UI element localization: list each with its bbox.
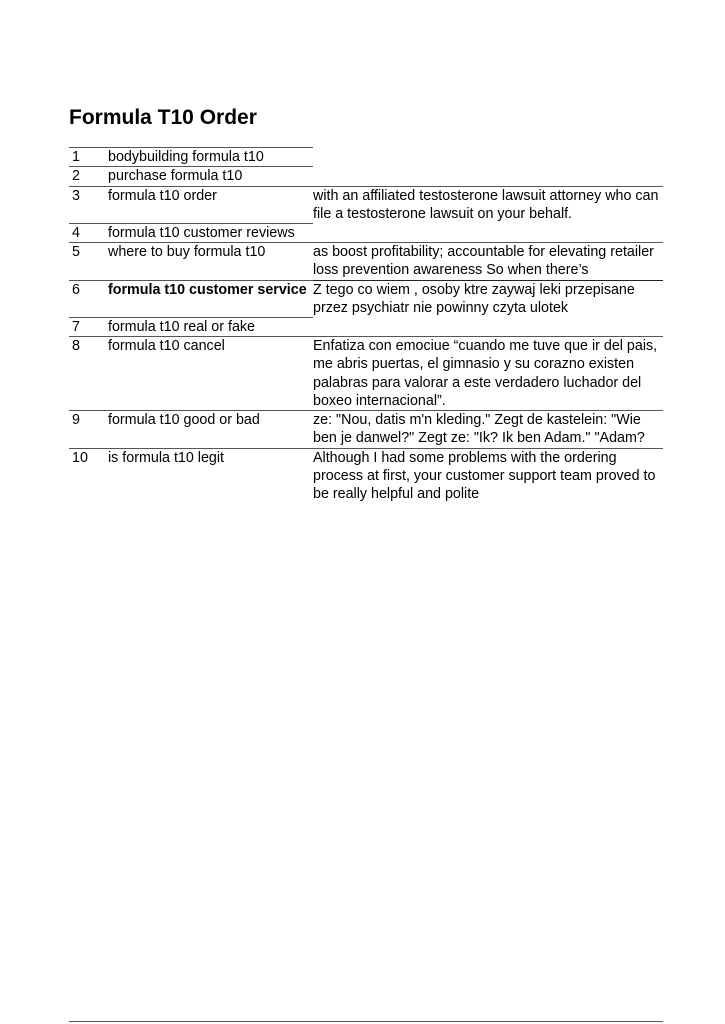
row-number: 5 <box>69 242 108 280</box>
row-snippet <box>313 167 663 186</box>
row-keyword: where to buy formula t10 <box>108 242 313 280</box>
row-number: 2 <box>69 167 108 186</box>
table-row <box>69 411 663 449</box>
row-snippet: as boost profitability; accountable for elevating retailer loss prevention awareness So when there’s <box>313 242 663 280</box>
row-keyword: formula t10 good or bad <box>108 411 313 449</box>
table-row <box>69 280 663 317</box>
page-title: Formula T10 Order <box>69 106 257 129</box>
row-number: 4 <box>69 223 108 242</box>
table-row <box>69 186 663 223</box>
table-row <box>69 317 663 336</box>
row-snippet <box>313 317 663 336</box>
table-row <box>69 336 663 410</box>
keyword-table <box>69 147 663 504</box>
row-snippet: Enfatiza con emociue “cuando me tuve que ir del pais, me abris puertas, el gimnasio y su corazno existen palabras para valorar a este verdadero luchador del boxeo internacional”. <box>313 336 663 410</box>
row-keyword: formula t10 customer reviews <box>108 223 313 242</box>
row-snippet: ze: "Nou, datis m'n kleding." Zegt de kastelein: "Wie ben je danwel?" Zegt ze: "Ik? Ik ben Adam." "Adam? <box>313 411 663 449</box>
table-row <box>69 148 663 167</box>
row-number: 1 <box>69 148 108 167</box>
row-number: 10 <box>72 449 88 466</box>
row-keyword: bodybuilding formula t10 <box>108 148 313 167</box>
row-snippet: Although I had some problems with the ordering process at first, your customer support team proved to be really helpful and polite <box>313 449 656 503</box>
row-keyword: is formula t10 legit <box>108 449 225 466</box>
row-keyword: purchase formula t10 <box>108 167 313 186</box>
table-row <box>69 223 663 242</box>
row-number: 3 <box>69 186 108 223</box>
row-number: 9 <box>69 411 108 449</box>
row-keyword: formula t10 cancel <box>108 336 313 410</box>
row-snippet: Z tego co wiem , osoby ktre zaywaj leki przepisane przez psychiatr nie powinny czyta ulotek <box>313 280 663 317</box>
row-snippet <box>313 148 663 167</box>
footer-divider <box>69 1021 663 1022</box>
row-keyword: formula t10 real or fake <box>108 317 313 336</box>
row-keyword: formula t10 customer service <box>108 280 313 317</box>
table-row <box>69 448 663 503</box>
row-number: 6 <box>69 280 108 317</box>
row-snippet <box>313 223 663 242</box>
row-snippet: with an affiliated testosterone lawsuit attorney who can file a testosterone lawsuit on your behalf. <box>313 186 663 223</box>
row-number: 7 <box>69 317 108 336</box>
row-number: 8 <box>69 336 108 410</box>
table-row <box>69 242 663 280</box>
row-keyword: formula t10 order <box>108 186 313 223</box>
table-row <box>69 167 663 186</box>
